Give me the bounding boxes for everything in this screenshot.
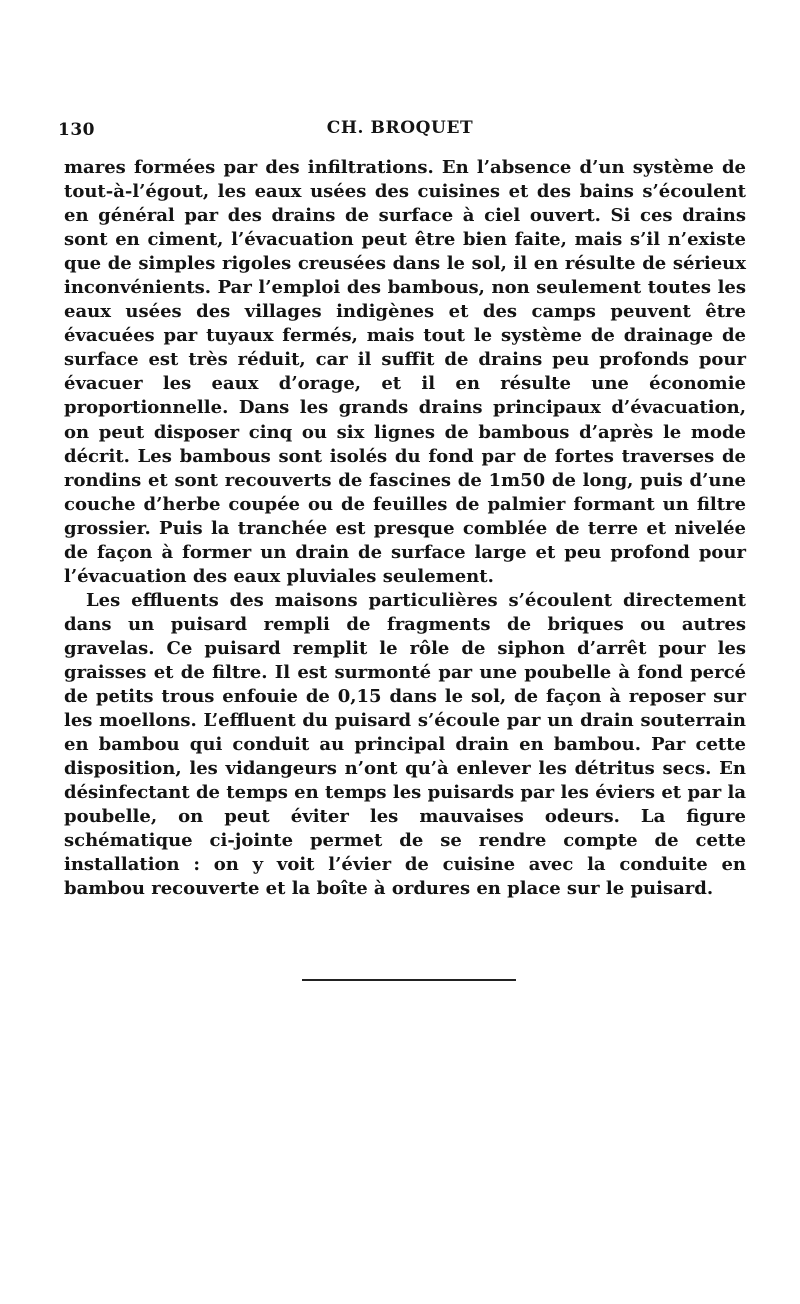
running-head: CH. BROQUET — [326, 118, 474, 138]
section-end-rule — [302, 979, 516, 981]
body-text — [64, 156, 746, 901]
page-number: 130 — [58, 120, 95, 140]
paragraph-2: Les effluents des maisons particulières s’écoulent directement dans un puisard rempli de fragments de briques ou autres gravelas. Ce puisard remplit le rôle de siphon d’arrêt pour les graisses et de filtre. Il est surmonté par une poubelle à fond percé de petits trous enfouie de 0,15 dans le sol, de façon à reposer sur les moellons. L’effluent du puisard s’écoule par un drain souterrain en bambou qui conduit au principal drain en bambou. Par cette disposition, les vidangeurs n’ont qu’à enlever les détritus secs. En désinfectant de temps en temps les puisards par les éviers et par la poubelle, on peut éviter les mauvaises odeurs. La figure schématique ci-jointe permet de se rendre compte de cette installation : on y voit l’évier de cuisine avec la conduite en bambou recouverte et la boîte à ordures en place sur le puisard. — [64, 589, 746, 900]
paragraph-1: mares formées par des infiltrations. En l’absence d’un système de tout-à-l’égout, les eaux usées des cuisines et des bains s’écoulent en général par des drains de surface à ciel ouvert. Si ces drains sont en ciment, l’évacuation peut être bien faite, mais s’il n’existe que de simples rigoles creusées dans le sol, il en résulte de sérieux inconvénients. Par l’emploi des bambous, non seulement toutes les eaux usées des villages indigènes et des camps peuvent être évacuées par tuyaux fermés, mais tout le système de drainage de surface est très réduit, car il suffit de drains peu profonds pour évacuer les eaux d’orage, et il en résulte une économie proportionnelle. Dans les grands drains principaux d’évacuation, on peut disposer cinq ou six lignes de bambous d’après le mode décrit. Les bambous sont isolés du fond par de fortes traverses de rondins et sont recouverts de fascines de 1m50 de long, puis d’une couche d’herbe coupée ou de feuilles de palmier formant un filtre grossier. Puis la tranchée est presque comblée de terre et nivelée de façon à former un drain de surface large et peu profond pour l’évacuation des eaux pluviales seulement. — [64, 157, 746, 587]
